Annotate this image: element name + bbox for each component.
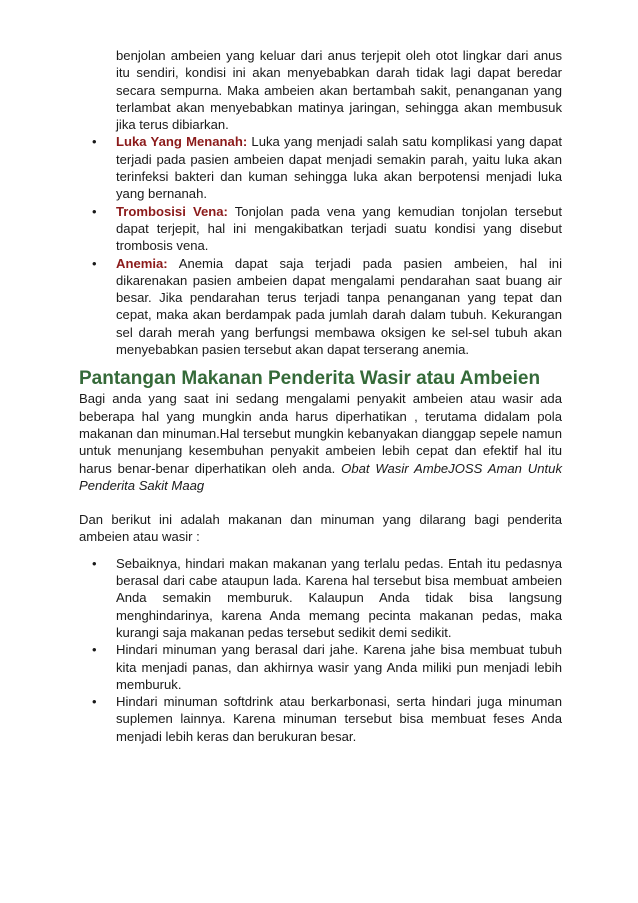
list-item-text: Hindari minuman softdrink atau berkarbonasi, serta hindari juga minuman suplemen lainnya. Karena minuman tersebut bisa membuat feses Anda menjadi lebih keras dan berukuran besar. (116, 694, 562, 744)
spacer (79, 358, 562, 368)
list-item (79, 203, 562, 255)
italic-link[interactable]: Obat Wasir AmbeJOSS Aman Untuk Penderita Sakit Maag (79, 460, 562, 493)
complication-term: Luka Yang Menanah: (116, 134, 248, 150)
complication-term: Anemia: (116, 255, 168, 271)
paragraph-text: Bagi anda yang saat ini sedang mengalami penyakit ambeien atau wasir ada beberapa hal yang mungkin anda harus diperhatikan , terutama didalam pola makanan dan minuman.Hal tersebut mungkin kebanyakan dianggap sepele namun untuk menunjang kesembuhan penyakit ambeien lebih cepat dan efektif hal itu harus benar-benar diperhatikan oleh anda. (79, 391, 562, 476)
list-item (79, 555, 562, 641)
spacer (79, 494, 562, 511)
body-paragraph (79, 390, 562, 494)
bullet-icon: • (92, 642, 97, 658)
complication-term: Trombosisi Vena: (116, 203, 228, 219)
list-item (79, 133, 562, 202)
list-item-text: Sebaiknya, hindari makan makanan yang terlalu pedas. Entah itu pedasnya berasal dari cabe ataupun lada. Karena hal tersebut bisa membuat ambeien Anda semakin memburuk. Kalaupun Anda tidak bisa langsung menghindarinya, karena Anda memang pecinta makanan pedas, maka kurangi saja makanan pedas tersebut sedikit demi sedikit. (116, 555, 562, 640)
list-item (79, 255, 562, 359)
list-item-text: Hindari minuman yang berasal dari jahe. Karena jahe bisa membuat tubuh kita menjadi panas, dan akhirnya wasir yang Anda miliki pun menjadi lebih memburuk. (116, 642, 562, 692)
spacer (79, 546, 562, 555)
complications-list (79, 133, 562, 358)
section-heading: Pantangan Makanan Penderita Wasir atau Ambeien (79, 368, 541, 390)
list-item (79, 641, 562, 693)
bullet-icon: • (92, 694, 97, 710)
complication-text: Luka yang menjadi salah satu komplikasi yang dapat terjadi pada pasien ambeien dapat menjadi semakin parah, yaitu luka akan terinfeksi bakteri dan kuman sehingga luka akan berpotensi menjadi luka yang bernanah. (116, 134, 563, 202)
list-item (79, 693, 562, 745)
food-restrictions-list (79, 555, 562, 745)
complication-text: Anemia dapat saja terjadi pada pasien ambeien, hal ini dikarenakan pasien ambeien dapat mengalami pendarahan saat buang air besar. Jika pendarahan terus terjadi tanpa penanganan yang tepat dan cepat, maka akan berdampak pada jumlah darah dalam tubuh. Kekurangan sel darah merah yang berfungsi membawa oksigen ke sel-sel tubuh akan menyebabkan pasien tersebut akan dapat terserang anemia. (116, 255, 562, 358)
intro-continuation: benjolan ambeien yang keluar dari anus terjepit oleh otot lingkar dari anus itu sendiri, kondisi ini akan menyebabkan darah tidak lagi dapat beredar secara sempurna. Maka ambeien akan bertambah sakit, penanganan yang terlambat akan menyebabkan matinya jaringan, sehingga akan membusuk jika terus dibiarkan. (116, 48, 562, 133)
bullet-icon: • (92, 555, 97, 571)
bullet-icon: • (92, 134, 97, 150)
list-intro: Dan berikut ini adalah makanan dan minuman yang dilarang bagi penderita ambeien atau wasir : (79, 512, 562, 545)
document-page (79, 47, 562, 745)
bullet-icon: • (92, 203, 97, 219)
bullet-icon: • (92, 255, 97, 271)
complication-text: Tonjolan pada vena yang kemudian tonjolan tersebut dapat terjepit, hal ini mengakibatkan terjadi suatu kondisi yang disebut trombosis vena. (116, 203, 563, 254)
